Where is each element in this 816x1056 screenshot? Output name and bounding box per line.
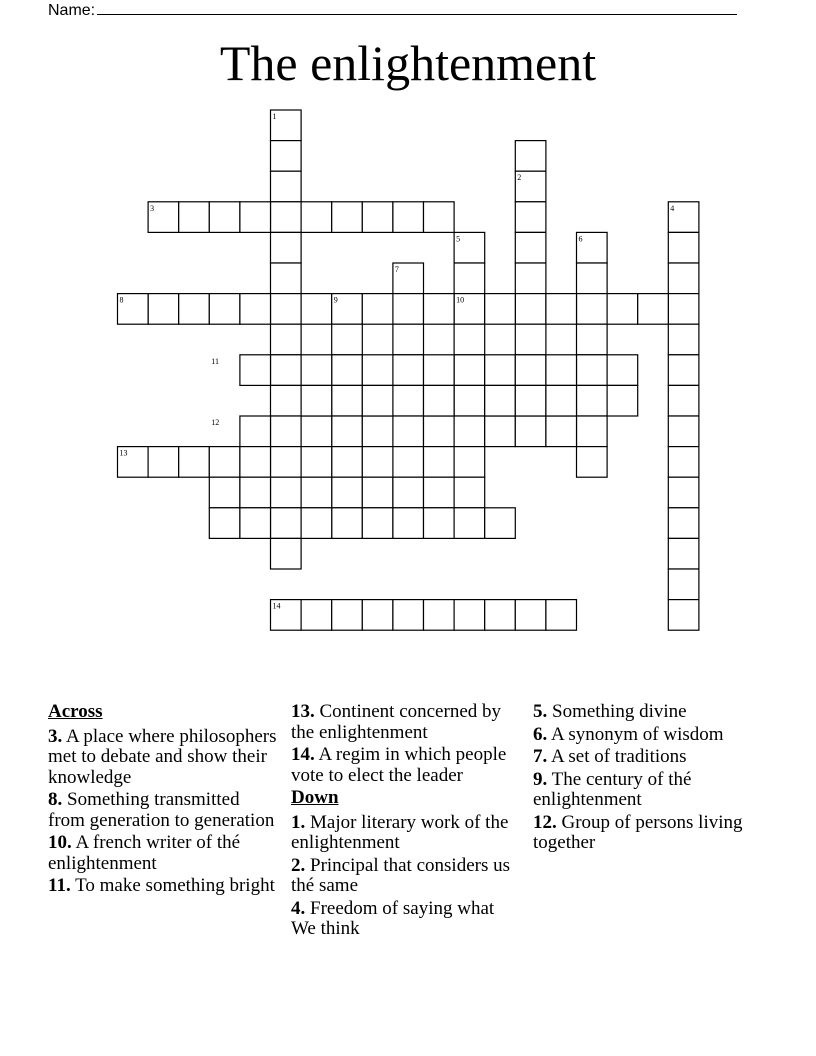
grid-cell[interactable] [332,416,363,447]
grid-cell[interactable] [515,385,546,416]
grid-cell[interactable] [332,202,363,233]
grid-cell[interactable] [332,324,363,355]
grid-cell[interactable] [332,477,363,508]
grid-cell[interactable] [577,263,608,294]
grid-cell[interactable] [332,600,363,631]
grid-cell[interactable] [393,324,424,355]
grid-cell[interactable] [668,538,699,569]
grid-cell[interactable] [515,355,546,386]
grid-cell[interactable] [393,477,424,508]
grid-cell[interactable] [607,355,638,386]
clue-number-2: 2 [517,173,522,183]
clue-down-12: 12. Group of persons living together [533,811,743,853]
grid-cell[interactable] [393,600,424,631]
clue-down-2: 2. Principal that considers us thé same [291,854,510,896]
grid-cell[interactable] [179,294,210,325]
clue-number-14: 14 [272,601,281,611]
grid-cell[interactable] [607,294,638,325]
grid-cell[interactable] [668,355,699,386]
name-label: Name: [48,2,96,19]
clues-column-1 [48,702,280,899]
grid-cell[interactable] [301,385,332,416]
grid-cell[interactable] [515,141,546,172]
grid-cell[interactable] [271,508,302,539]
grid-cell[interactable] [271,538,302,569]
clue-number-10: 10 [456,295,465,305]
grid-cell[interactable] [301,447,332,478]
grid-cell[interactable] [577,385,608,416]
grid-cell[interactable] [301,508,332,539]
grid-cell[interactable] [515,600,546,631]
grid-cell[interactable] [485,508,516,539]
grid-cell[interactable] [546,600,577,631]
grid-cell[interactable] [424,600,455,631]
grid-cell[interactable] [332,508,363,539]
grid-cell[interactable] [454,355,485,386]
clue-number-13: 13 [119,448,128,458]
grid-cell[interactable] [393,508,424,539]
clue-number-5: 5 [456,234,461,244]
grid-cell[interactable] [362,600,393,631]
clue-down-1: 1. Major literary work of the enlightenment [291,811,509,853]
grid-cell[interactable] [362,477,393,508]
clue-number-8: 8 [119,295,124,305]
grid-cell[interactable] [148,294,179,325]
clue-number-1: 1 [272,112,277,121]
grid-cell[interactable] [515,232,546,263]
grid-cell[interactable] [577,324,608,355]
grid-cell[interactable] [271,324,302,355]
grid-cell[interactable] [485,385,516,416]
clue-number-4: 4 [670,203,675,213]
grid-cell[interactable] [362,508,393,539]
grid-cell[interactable] [424,294,455,325]
grid-cell[interactable] [454,508,485,539]
clue-down-6: 6. A synonym of wisdom [533,723,724,745]
clue-across-8: 8. Something transmitted from generation to generation [48,789,275,831]
grid-cell[interactable] [179,447,210,478]
grid-cell[interactable] [271,416,302,447]
clue-across-13: 13. Continent concerned by the enlightenment [291,701,502,743]
grid-cell[interactable] [424,355,455,386]
grid-cell[interactable] [362,202,393,233]
clue-across-3: 3. A place where philosophers met to debate and show their knowledge [48,725,277,788]
grid-cell[interactable] [393,447,424,478]
grid-cell[interactable] [271,202,302,233]
grid-cell[interactable] [546,294,577,325]
grid-cell[interactable] [362,294,393,325]
grid-cell[interactable] [301,416,332,447]
grid-cell[interactable] [209,447,240,478]
clue-across-10: 10. A french writer of thé enlightenment [48,832,241,874]
clue-number-7: 7 [394,265,399,274]
clues-column-2 [291,702,523,942]
grid-cell[interactable] [271,355,302,386]
grid-cell[interactable] [271,447,302,478]
grid-cell[interactable] [607,385,638,416]
grid-cell[interactable] [454,600,485,631]
grid-cell[interactable] [393,416,424,447]
grid-cell[interactable] [424,416,455,447]
grid-cell[interactable] [271,141,302,172]
clue-number-6: 6 [578,234,583,244]
grid-cell[interactable] [638,294,669,325]
grid-cell[interactable] [393,202,424,233]
grid-cell[interactable] [271,263,302,294]
grid-cell[interactable] [515,324,546,355]
grid-cell[interactable] [209,477,240,508]
grid-cell[interactable] [301,294,332,325]
grid-cell[interactable] [362,355,393,386]
clue-number-11: 11 [211,356,220,366]
grid-cell[interactable] [515,416,546,447]
grid-cell[interactable] [668,324,699,355]
grid-cell[interactable] [424,447,455,478]
grid-cell[interactable] [240,508,271,539]
puzzle-title: The enlightenment [219,35,597,91]
grid-cell[interactable] [332,447,363,478]
grid-cell[interactable] [271,232,302,263]
clue-across-14: 14. A regim in which people vote to elect the leader [291,744,507,786]
grid-cell[interactable] [485,600,516,631]
grid-cell[interactable] [148,447,179,478]
grid-cell[interactable] [393,294,424,325]
grid-cell[interactable] [271,294,302,325]
grid-cell[interactable] [668,416,699,447]
grid-cell[interactable] [454,447,485,478]
grid-cell[interactable] [362,416,393,447]
grid-cell[interactable] [668,232,699,263]
grid-cell[interactable] [577,447,608,478]
grid-cell[interactable] [485,294,516,325]
clues-column-3 [533,702,753,856]
clue-across-11: 11. To make something bright [48,875,275,896]
clue-down-9: 9. The century of thé enlightenment [533,768,692,810]
grid-cell[interactable] [668,263,699,294]
clue-down-4: 4. Freedom of saying what We think [291,897,495,939]
across-header: Across [48,701,103,722]
grid-cell[interactable] [209,294,240,325]
grid-cell[interactable] [362,385,393,416]
grid-cell[interactable] [668,294,699,325]
grid-cell[interactable] [668,447,699,478]
down-header: Down [291,787,339,808]
grid-cell[interactable] [301,477,332,508]
grid-cell[interactable] [485,416,516,447]
grid-cell[interactable] [301,355,332,386]
grid-cell[interactable] [546,416,577,447]
grid-cell[interactable] [668,600,699,631]
clue-down-7: 7. A set of traditions [533,746,687,767]
grid-cell[interactable] [209,202,240,233]
grid-cell[interactable] [515,263,546,294]
grid-cell[interactable] [271,171,302,202]
grid-cell[interactable] [668,477,699,508]
grid-cell[interactable] [362,447,393,478]
clue-number-12: 12 [211,418,220,427]
grid-cell[interactable] [577,294,608,325]
grid-cell[interactable] [515,294,546,325]
grid-cell[interactable] [271,385,302,416]
grid-cell[interactable] [668,569,699,600]
grid-cell[interactable] [240,477,271,508]
grid-cell[interactable] [424,477,455,508]
grid-cell[interactable] [454,416,485,447]
grid-cell[interactable] [240,202,271,233]
grid-cell[interactable] [332,355,363,386]
grid-cell[interactable] [424,508,455,539]
grid-cell[interactable] [668,508,699,539]
grid-cell[interactable] [485,355,516,386]
grid-cell[interactable] [577,355,608,386]
grid-cell[interactable] [454,324,485,355]
grid-cell[interactable] [240,447,271,478]
grid-cell[interactable] [332,385,363,416]
grid-cell[interactable] [546,385,577,416]
grid-cell[interactable] [454,263,485,294]
grid-cell[interactable] [240,416,271,447]
grid-cell[interactable] [668,385,699,416]
grid-cell[interactable] [271,477,302,508]
grid-cell[interactable] [301,202,332,233]
grid-cell[interactable] [301,600,332,631]
grid-cell[interactable] [240,294,271,325]
grid-cell[interactable] [393,385,424,416]
clue-down-5: 5. Something divine [533,701,687,722]
grid-cell[interactable] [209,508,240,539]
grid-cell[interactable] [393,355,424,386]
grid-cell[interactable] [179,202,210,233]
grid-cell[interactable] [454,385,485,416]
grid-cell[interactable] [454,477,485,508]
grid-cell[interactable] [424,385,455,416]
grid-cell[interactable] [240,355,271,386]
grid-cell[interactable] [577,416,608,447]
grid-cell[interactable] [515,202,546,233]
clue-number-3: 3 [150,203,155,213]
grid-cell[interactable] [546,355,577,386]
clue-number-9: 9 [333,295,338,305]
grid-cell[interactable] [424,202,455,233]
